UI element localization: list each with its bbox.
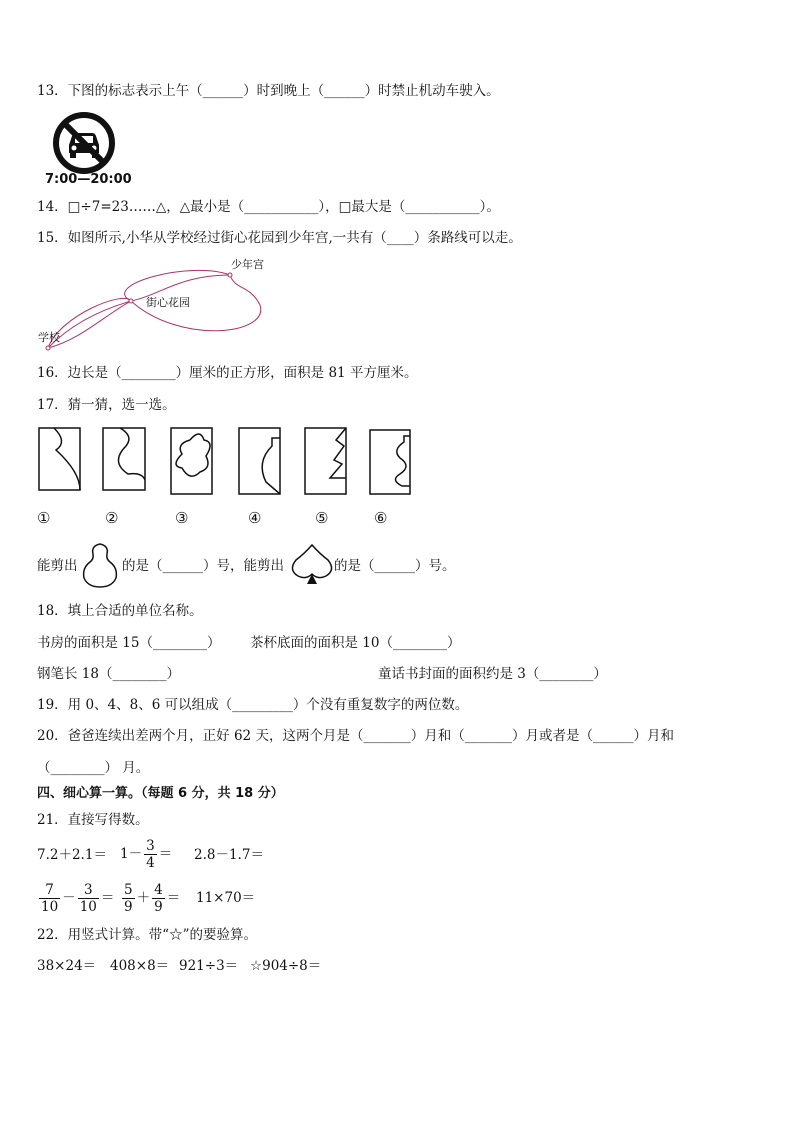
q18-a: 书房的面积是 15（________） [37,635,221,651]
q22-item-4: ☆904÷8＝ [250,958,322,974]
q21-e3: 2.8－1.7＝ [194,847,264,863]
gourd-shape-icon [80,542,120,592]
q21-e4: $\frac{7}{10}$ － $\frac{3}{10}$ ＝ [41,882,115,915]
sign-time: 7:00—20:00 [45,172,132,187]
label-garden: 街心花园 [146,296,190,309]
q18-text: 18．填上合适的单位名称。 [37,603,203,619]
q22-text: 22．用竖式计算。带“☆”的要验算。 [37,927,257,943]
q16-text: 16．边长是（________）厘米的正方形，面积是 81 平方厘米。 [37,365,418,381]
q21-text: 21．直接写得数。 [37,812,149,828]
shape-label-4: ④ [248,509,262,527]
q17-text: 17．猜一猜，选一选。 [37,397,176,413]
q18-b: 茶杯底面的面积是 10（________） [250,635,461,651]
q18-d: 童话书封面的面积约是 3（________） [378,666,607,682]
q17-answer-part3: 的是（______）号。 [334,558,456,574]
q21-e6: 11×70＝ [196,890,256,906]
spade-shape-icon [290,542,334,592]
q17-answer-part1: 能剪出 [37,558,78,574]
label-palace: 少年宫 [231,258,264,271]
q19-text: 19．用 0、4、8、6 可以组成（_________）个没有重复数字的两位数。 [37,697,469,713]
q22-item-3: 921÷3＝ [179,958,239,974]
shape-label-1: ① [37,509,51,527]
section4-title: 四、细心算一算。（每题 6 分，共 18 分） [37,786,284,801]
q20-line1: 20．爸爸连续出差两个月，正好 62 天，这两个月是（_______）月和（_______）月或者是（______）月和 [37,728,674,744]
q21-e5: $\frac{5}{9}$ ＋ $\frac{4}{9}$ ＝ [124,882,181,915]
q15-text: 15．如图所示,小华从学校经过街心花园到少年宫,一共有（____）条路线可以走。 [37,230,522,246]
q17-answer-part2: 的是（______）号，能剪出 [122,558,284,574]
no-vehicles-icon [52,111,116,179]
q21-e2: 1－ $\frac{3}{4}$ ＝ [120,838,173,871]
q21-e1: 7.2＋2.1＝ [37,847,107,863]
q22-item-1: 38×24＝ [37,958,97,974]
q13-text: 13．下图的标志表示上午（______）时到晚上（______）时禁止机动车驶入。 [37,83,500,99]
label-school: 学校 [38,331,60,344]
paper-shapes [30,422,430,502]
shape-label-6: ⑥ [374,509,388,527]
shape-label-3: ③ [175,509,189,527]
shape-label-5: ⑤ [315,509,329,527]
q14-text: 14．□÷7=23……△，△最小是（___________），□最大是（___________）。 [37,199,500,215]
q20-line2: （________） 月。 [37,760,150,776]
q22-item-2: 408×8＝ [110,958,170,974]
q18-c: 钢笔长 18（________） [37,666,180,682]
shape-label-2: ② [105,509,119,527]
